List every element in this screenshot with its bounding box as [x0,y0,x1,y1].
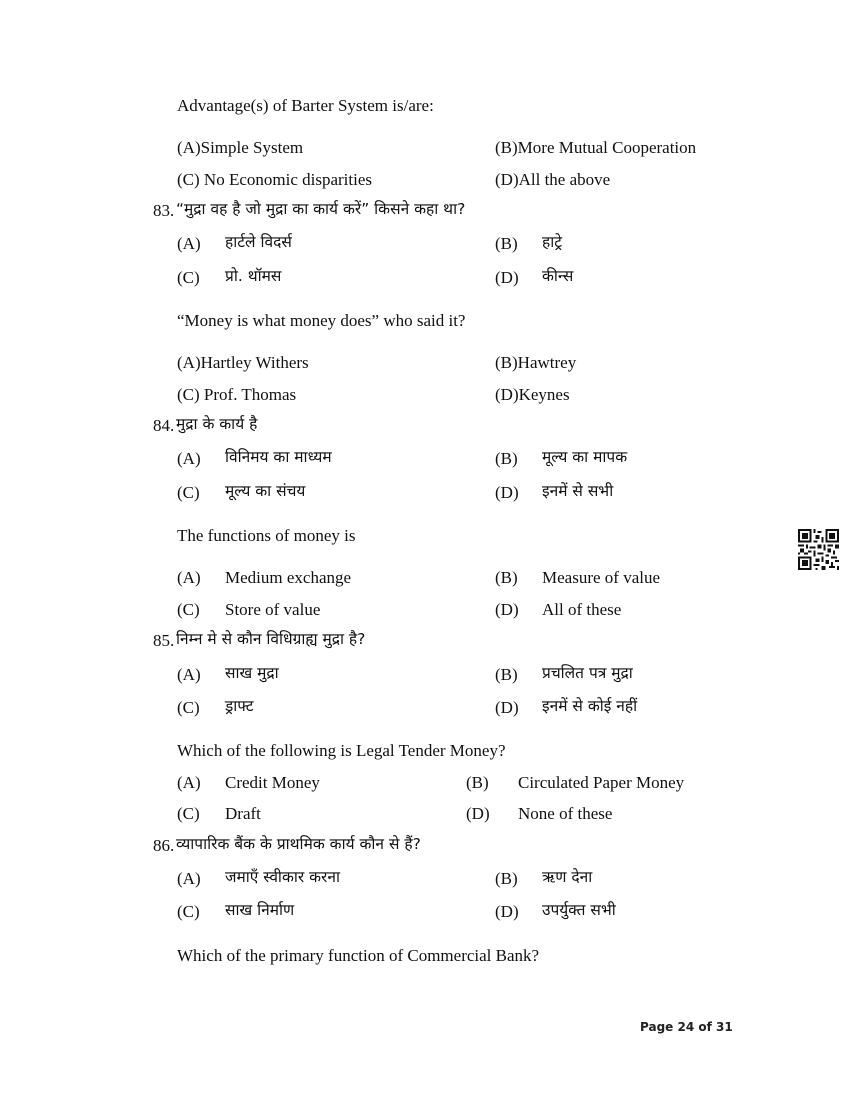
q83-number: 83. [153,201,175,220]
q85-en-option-d: None of these [518,804,613,823]
q86-hi-letter-b: (B) [495,869,518,888]
q84-en-option-a: Medium exchange [225,568,352,587]
q85-hi-option-b: प्रचलित पत्र मुद्रा [542,664,633,682]
q85-hi-option-a: साख मुद्रा [225,664,279,682]
q84-hi-letter-c: (C) [177,483,200,502]
q85-en-option-b: Circulated Paper Money [518,773,685,792]
q86-hi-option-a: जमाएँ स्वीकार करना [225,868,340,886]
q83-hi-question: “मुद्रा वह है जो मुद्रा का कार्य करें” किसने कहा था? [176,200,466,218]
q83-en-option-b: (B)Hawtrey [495,353,577,372]
q84-hi-letter-a: (A) [177,449,201,468]
q84-hi-letter-d: (D) [495,483,519,502]
q82-en-question: Advantage(s) of Barter System is/are: [177,96,434,115]
q85-hi-letter-b: (B) [495,665,518,684]
q84-hi-option-c: मूल्य का संचय [225,482,306,500]
q83-en-option-a: (A)Hartley Withers [177,353,309,372]
q82-en-option-a: (A)Simple System [177,138,304,157]
q86-hi-letter-a: (A) [177,869,201,888]
q85-number: 85. [153,631,175,650]
q83-hi-letter-c: (C) [177,268,200,287]
q83-en-option-d: (D)Keynes [495,385,570,404]
q85-en-letter-d: (D) [466,804,490,823]
q83-en-option-c: (C) Prof. Thomas [177,385,297,404]
q85-en-option-a: Credit Money [225,773,320,792]
q85-hi-option-d: इनमें से कोई नहीं [542,697,638,715]
q85-en-option-c: Draft [225,804,261,823]
q83-hi-option-c: प्रो. थॉमस [225,267,282,285]
q82-en-option-d: (D)All the above [495,170,611,189]
q85-hi-letter-a: (A) [177,665,201,684]
q83-hi-letter-b: (B) [495,234,518,253]
q82-en-option-c: (C) No Economic disparities [177,170,372,189]
q85-en-letter-c: (C) [177,804,200,823]
q83-hi-option-d: कीन्स [542,267,574,285]
q85-en-question: Which of the following is Legal Tender Money? [177,741,506,760]
page-number: Page 24 of 31 [640,1020,733,1034]
q84-hi-option-d: इनमें से सभी [542,482,614,500]
q83-hi-option-b: हाट्रे [542,233,563,251]
q84-en-letter-d: (D) [495,600,519,619]
q85-hi-question: निम्न मे से कौन विधिग्राह्य मुद्रा है? [176,630,366,648]
q84-en-letter-b: (B) [495,568,518,587]
q86-hi-letter-c: (C) [177,902,200,921]
q86-hi-option-d: उपर्युक्त सभी [542,901,616,919]
q85-hi-option-c: ड्राफ्ट [225,697,254,715]
q84-en-letter-a: (A) [177,568,201,587]
q86-hi-letter-d: (D) [495,902,519,921]
q84-hi-option-a: विनिमय का माध्यम [225,448,332,466]
qr-code-icon [798,529,839,570]
q85-en-letter-a: (A) [177,773,201,792]
q84-en-option-d: All of these [542,600,622,619]
q84-en-option-b: Measure of value [542,568,661,587]
q84-hi-letter-b: (B) [495,449,518,468]
q86-number: 86. [153,836,175,855]
q84-en-option-c: Store of value [225,600,321,619]
q83-hi-letter-a: (A) [177,234,201,253]
q84-en-question: The functions of money is [177,526,356,545]
q83-hi-option-a: हार्टले विदर्स [225,233,292,251]
q86-en-question: Which of the primary function of Commercial Bank? [177,946,540,965]
q82-en-option-b: (B)More Mutual Cooperation [495,138,697,157]
q86-hi-option-b: ऋण देना [542,868,593,886]
q84-hi-question: मुद्रा के कार्य है [176,415,258,433]
q84-number: 84. [153,416,175,435]
q86-hi-option-c: साख निर्माण [225,901,295,919]
q86-hi-question: व्यापारिक बैंक के प्राथमिक कार्य कौन से हैं? [176,835,421,853]
q84-en-letter-c: (C) [177,600,200,619]
q85-en-letter-b: (B) [466,773,489,792]
q85-hi-letter-d: (D) [495,698,519,717]
q84-hi-option-b: मूल्य का मापक [542,448,628,466]
q83-en-question: “Money is what money does” who said it? [177,311,466,330]
q85-hi-letter-c: (C) [177,698,200,717]
q83-hi-letter-d: (D) [495,268,519,287]
